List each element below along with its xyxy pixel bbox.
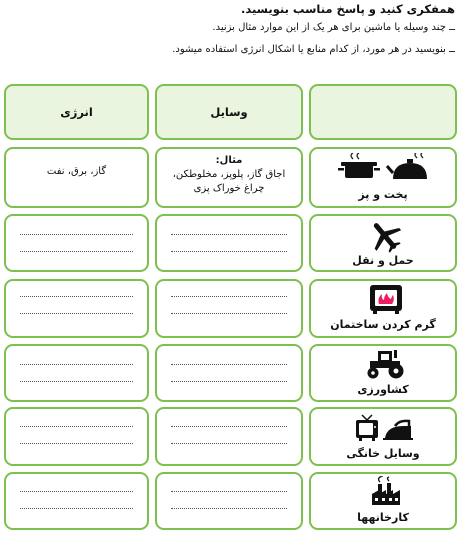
header-category xyxy=(309,84,457,140)
row3-category-cell xyxy=(309,279,457,338)
row5-energy-answer-line-2[interactable] xyxy=(20,443,133,444)
instruction-line-1: ــ چند وسیله یا ماشین برای هر یک از این موارد مثال بزنید. xyxy=(212,22,455,33)
row6-category-cell xyxy=(309,472,457,530)
row4-energy-answer-line-2[interactable] xyxy=(20,381,133,382)
row6-energy-answer-line-1[interactable] xyxy=(20,491,133,492)
row2-devices-answer-line-2[interactable] xyxy=(171,251,287,252)
row6-devices-cell xyxy=(155,472,303,530)
airplane-icon xyxy=(367,219,403,253)
row5-energy-answer-line-1[interactable] xyxy=(20,426,133,427)
row2-label: حمل و نقل xyxy=(352,254,414,267)
instruction-line-2: ــ بنویسید در هر مورد، از کدام منابع یا اشکال انرژی استفاده میشود. xyxy=(172,44,455,55)
header-devices xyxy=(155,84,303,140)
row3-devices-cell xyxy=(155,279,303,338)
row3-energy-cell xyxy=(4,279,149,338)
row1-category-cell xyxy=(309,147,457,208)
row2-devices-answer-line-1[interactable] xyxy=(171,234,287,235)
row3-devices-answer-line-2[interactable] xyxy=(171,313,287,314)
row1-label: پخت و پز xyxy=(358,188,408,201)
row3-devices-answer-line-1[interactable] xyxy=(171,296,287,297)
header-devices-label: وسایل xyxy=(210,105,248,119)
tractor-icon xyxy=(364,349,406,379)
tv-and-iron-icon xyxy=(355,411,415,443)
row3-label: گرم کردن ساختمان xyxy=(330,318,436,331)
row1-energy-cell xyxy=(4,147,149,208)
row2-category-cell xyxy=(309,214,457,272)
row4-energy-cell xyxy=(4,344,149,402)
row2-devices-cell xyxy=(155,214,303,272)
row6-energy-cell xyxy=(4,472,149,530)
header-energy xyxy=(4,84,149,140)
row1-devices-cell xyxy=(155,147,303,208)
row6-label: کارخانهها xyxy=(357,511,409,524)
row2-energy-cell xyxy=(4,214,149,272)
row5-category-cell xyxy=(309,407,457,466)
row5-devices-cell xyxy=(155,407,303,466)
row5-label: وسایل خانگی xyxy=(346,447,420,460)
row4-category-cell xyxy=(309,344,457,402)
row4-label: کشاورزی xyxy=(357,383,409,396)
row3-energy-answer-line-2[interactable] xyxy=(20,313,133,314)
row6-devices-answer-line-1[interactable] xyxy=(171,491,287,492)
row5-energy-cell xyxy=(4,407,149,466)
row5-devices-answer-line-2[interactable] xyxy=(171,443,287,444)
row4-devices-cell xyxy=(155,344,303,402)
row1-devices-line2: چراغ خوراک پزی xyxy=(193,183,265,194)
row1-energy-text: گاز، برق، نفت xyxy=(46,166,107,177)
row4-energy-answer-line-1[interactable] xyxy=(20,364,133,365)
header-energy-label: انرژی xyxy=(60,105,93,119)
row4-devices-answer-line-2[interactable] xyxy=(171,381,287,382)
row5-devices-answer-line-1[interactable] xyxy=(171,426,287,427)
heater-icon xyxy=(369,284,403,314)
row1-devices-title: مثال: xyxy=(215,155,243,166)
factory-icon xyxy=(371,476,401,506)
row2-energy-answer-line-1[interactable] xyxy=(20,234,133,235)
row6-devices-answer-line-2[interactable] xyxy=(171,508,287,509)
row2-energy-answer-line-2[interactable] xyxy=(20,251,133,252)
cooking-pots-icon xyxy=(335,153,435,183)
row6-energy-answer-line-2[interactable] xyxy=(20,508,133,509)
row4-devices-answer-line-1[interactable] xyxy=(171,364,287,365)
instructions-heading: همفکری کنید و پاسخ مناسب بنویسید. xyxy=(240,2,455,16)
row1-devices-line1: اجاق گاز، پلوپز، مخلوطکن، xyxy=(172,169,286,180)
row3-energy-answer-line-1[interactable] xyxy=(20,296,133,297)
